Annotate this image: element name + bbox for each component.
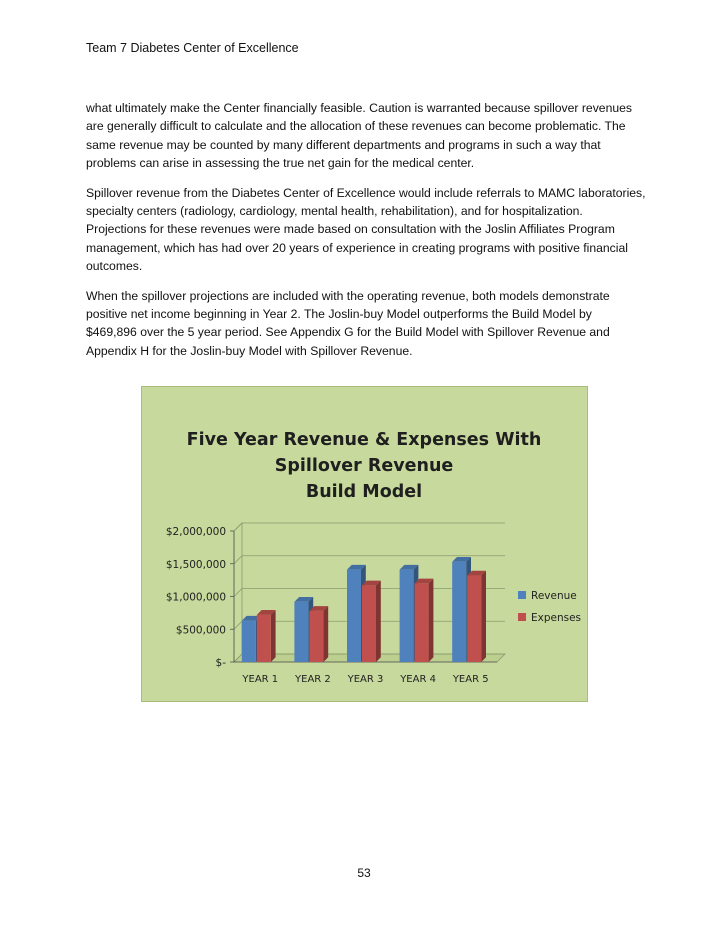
- bar-revenue-5: [452, 562, 466, 662]
- gridline-diag-3: [234, 556, 242, 564]
- y-tick-label-1: $500,000: [175, 624, 226, 637]
- bar-expenses-1-side: [271, 610, 276, 662]
- x-tick-label-3: YEAR 3: [347, 674, 384, 685]
- x-tick-label-2: YEAR 2: [295, 674, 331, 685]
- legend-label-revenue: Revenue: [531, 590, 577, 602]
- page-header: Team 7 Diabetes Center of Excellence: [86, 41, 299, 55]
- body-text: [86, 99, 646, 371]
- paragraph-3: When the spillover projections are included with the operating revenue, both models demonstrate positive net income beginning in Year 2. The Joslin-buy Model outperforms the Build Model by $469,896 over the 5 year period. See Appendix G for the Build Model with Spillover Revenue and Appendix H for the Joslin-buy Model with Spillover Revenue.: [86, 288, 610, 358]
- y-tick-label-4: $2,000,000: [165, 526, 226, 538]
- gridline-diag-2: [234, 589, 242, 597]
- chart-title-line-2: Spillover Revenue: [274, 456, 454, 476]
- gridline-diag-4: [234, 523, 242, 531]
- x-tick-label-1: YEAR 1: [242, 674, 279, 685]
- bar-expenses-4-side: [429, 579, 434, 662]
- paragraph-1: what ultimately make the Center financially feasible. Caution is warranted because spillover revenues are generally difficult to calculate and the allocation of these revenues can become problematic. The same revenue may be counted by many different departments and programs in such a way that problems can arise in assessing the true net gain for the medical center.: [86, 101, 633, 171]
- bar-expenses-3-side: [376, 581, 381, 662]
- x-tick-label-4: YEAR 4: [400, 674, 436, 685]
- bar-expenses-5: [467, 576, 481, 662]
- paragraph-2: Spillover revenue from the Diabetes Center of Excellence would include referrals to MAMC laboratories, specialty centers (radiology, cardiology, mental health, rehabilitation), and for hospitalization. Projections for these revenues were made based on consultation with the Joslin Affiliates Program management, which has had over 20 years of experience in creating programs with positive financial outcomes.: [86, 185, 646, 274]
- bar-revenue-4: [400, 570, 414, 662]
- revenue-expenses-chart: [141, 386, 588, 702]
- bar-expenses-3: [362, 585, 376, 662]
- page-number: 53: [357, 866, 371, 880]
- chart-svg: [142, 387, 587, 701]
- legend-swatch-expenses: [518, 613, 526, 621]
- chart-title-line-1: Five Year Revenue & Expenses With: [186, 430, 542, 450]
- y-tick-label-0: $-: [215, 657, 226, 669]
- bar-expenses-2-side: [323, 606, 328, 662]
- bar-expenses-4: [415, 583, 429, 662]
- y-tick-label-2: $1,000,000: [165, 591, 226, 604]
- bar-expenses-1: [257, 615, 271, 662]
- y-tick-label-3: $1,500,000: [165, 558, 226, 571]
- legend-label-expenses: Expenses: [531, 612, 582, 624]
- gridline-diag-1: [234, 621, 242, 629]
- bar-expenses-5-side: [481, 571, 486, 662]
- legend-swatch-revenue: [518, 591, 526, 599]
- bar-revenue-1: [242, 621, 256, 662]
- bar-revenue-2: [294, 602, 308, 662]
- bar-revenue-3: [347, 570, 361, 662]
- bar-expenses-2: [309, 611, 323, 662]
- x-tick-label-5: YEAR 5: [452, 674, 489, 685]
- chart-title-line-3: Build Model: [305, 482, 423, 502]
